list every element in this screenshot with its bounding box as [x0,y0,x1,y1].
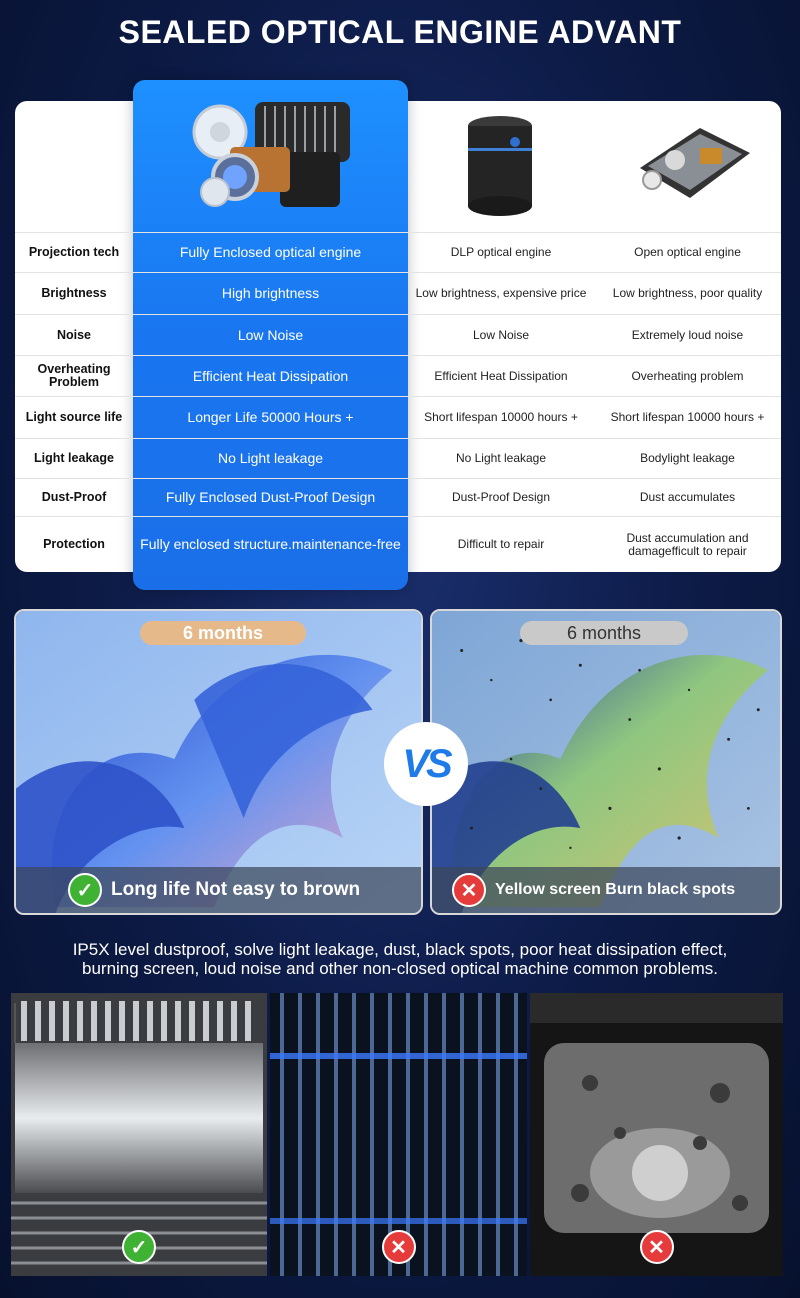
check-icon: ✓ [68,873,102,907]
comparison-panel-open [430,609,782,915]
open-engine-projector-image [630,118,755,213]
row-label: Overheating Problem [37,362,111,389]
sealed-engine-cell: Efficient Heat Dissipation [192,367,349,384]
sealed-engine-cell: Fully enclosed structure.maintenance-free [140,536,401,552]
description-text [0,940,800,978]
row-label: Protection [43,537,105,551]
row-label: Projection tech [28,245,120,259]
row-label: Noise [56,327,92,342]
cross-icon: ✕ [382,1230,416,1264]
table-row [15,516,781,572]
caption-text: Long life Not easy to brown [111,879,361,900]
sealed-optical-engine-image [185,92,365,227]
dusty-fins-photo [270,993,527,1276]
dlp-engine-cell: DLP optical engine [450,245,552,259]
row-label: Brightness [41,286,107,300]
sealed-engine-cell: Fully Enclosed Dust-Proof Design [165,489,376,505]
period-pill: 6 months [140,621,306,645]
table-row [15,232,781,272]
sealed-engine-cell: High brightness [221,285,320,301]
open-engine-cell: Extremely loud noise [631,327,744,342]
table-row [15,355,781,396]
open-engine-cell: Dust accumulation and damagefficult to repair [626,530,749,558]
vs-badge: VS [384,722,468,806]
sealed-engine-cell: Fully Enclosed optical engine [179,244,362,260]
open-engine-cell: Dust accumulates [639,490,736,504]
table-row [15,478,781,516]
open-engine-cell: Low brightness, poor quality [612,286,763,300]
description-line-1: IP5X level dustproof, solve light leakage, dust, black spots, poor heat dissipation effect, [72,940,728,959]
dlp-projector-image [460,112,540,217]
row-label: Light source life [25,410,123,424]
open-engine-cell: Bodylight leakage [640,451,735,465]
sealed-engine-cell: Low Noise [237,326,304,343]
cross-icon: ✕ [452,873,486,907]
open-engine-cell: Overheating problem [631,368,744,383]
row-label: Dust-Proof [41,490,107,504]
caption-text: Yellow screen Burn black spots [495,881,736,898]
page-title: SEALED OPTICAL ENGINE ADVANT [118,14,682,50]
table-row [15,396,781,438]
dlp-engine-cell: Short lifespan 10000 hours + [424,410,578,424]
dusty-engine-photo [530,993,783,1276]
dlp-engine-cell: Difficult to repair [457,537,545,551]
dlp-engine-cell: Low brightness, expensive price [415,286,587,300]
open-engine-cell: Short lifespan 10000 hours + [610,410,765,424]
cross-icon: ✕ [640,1230,674,1264]
dlp-engine-cell: Low Noise [472,327,530,342]
sealed-engine-cell: No Light leakage [217,450,324,466]
description-line-2: burning screen, loud noise and other non-closed optical machine common problems. [82,959,718,978]
row-label: Light leakage [34,451,114,465]
table-row [15,272,781,314]
period-pill: 6 months [520,621,688,645]
comparison-panel-sealed [14,609,423,915]
dlp-engine-cell: Dust-Proof Design [451,490,551,504]
caption-bar [16,867,421,913]
check-icon: ✓ [122,1230,156,1264]
dlp-engine-cell: No Light leakage [455,451,547,465]
table-row [15,314,781,355]
caption-bar [432,867,780,913]
table-row [15,438,781,478]
open-engine-cell: Open optical engine [634,245,741,259]
dlp-engine-cell: Efficient Heat Dissipation [434,368,568,383]
sealed-engine-cell: Longer Life 50000 Hours + [187,409,354,425]
heatsink-photo [11,993,267,1276]
